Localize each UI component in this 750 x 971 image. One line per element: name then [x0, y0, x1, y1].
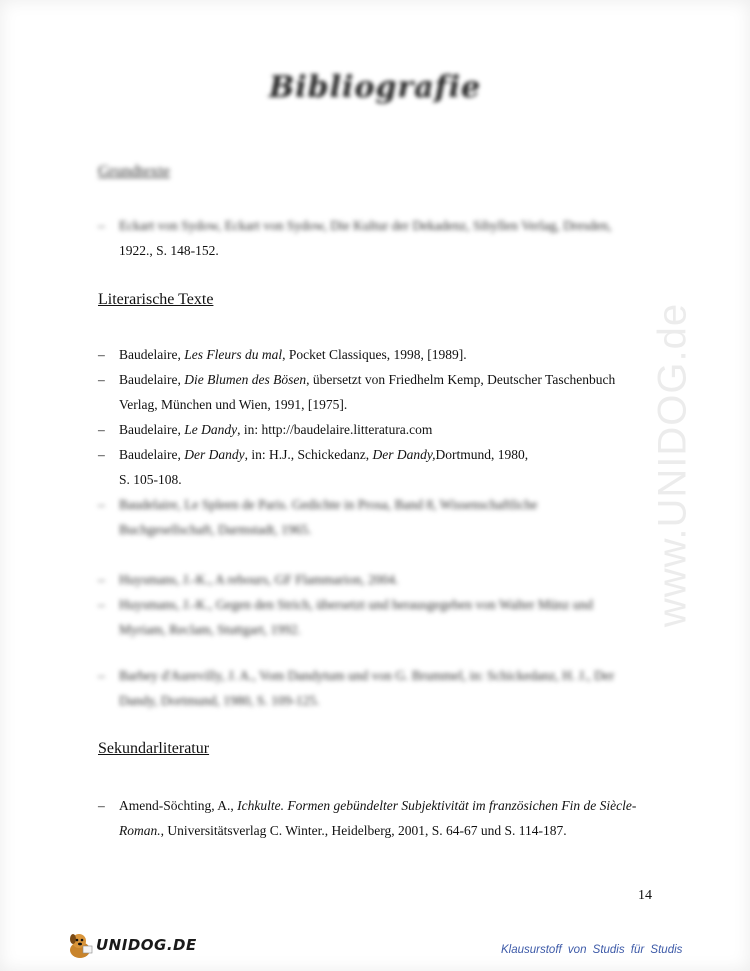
entry-line2: Myriam, Reclam, Stuttgart, 1992. [119, 622, 301, 637]
watermark: www.UNIDOG.de [650, 302, 694, 628]
section-heading-literarische-texte: Literarische Texte [98, 291, 214, 308]
entry-line1: Barbey d'Aurevilly, J. A., Vom Dandytum und von G. Brummel, in: Schickedanz, H. J., Der [119, 668, 615, 683]
list-dash: – [98, 798, 105, 813]
page-number: 14 [638, 888, 652, 903]
entry-work-title-2: Der Dandy, [372, 447, 436, 462]
bib-entry-literarische-7 [98, 592, 658, 642]
dog-mascot-icon [66, 930, 94, 960]
list-dash: – [98, 572, 105, 587]
entry-details-2: Dortmund, 1980, [435, 447, 529, 462]
entry-line2: Buchgesellschaft, Darmstadt, 1965. [119, 522, 312, 537]
entry-details: , Universitätsverlag C. Winter., Heidelberg, 2001, S. 64-67 und S. 114-187. [160, 823, 567, 838]
bib-entry-literarische-5 [98, 492, 658, 542]
bib-entry-sekundar-1 [98, 793, 658, 843]
page-title: Bibliografie [268, 70, 482, 105]
section-heading-sekundarliteratur: Sekundarliteratur [98, 740, 210, 757]
bib-entry-grundtexte-1-cont [98, 238, 658, 263]
bib-entry-literarische-3 [98, 417, 658, 442]
bib-entry-literarische-8 [98, 663, 658, 713]
entry-author: Baudelaire, [119, 447, 185, 462]
entry-work-title: Le Dandy [184, 422, 238, 437]
bib-entry-grundtexte-1 [98, 213, 658, 238]
list-dash: – [98, 597, 105, 612]
entry-details-cont: Verlag, München und Wien, 1991, [1975]. [119, 397, 348, 412]
entry-author: Baudelaire, [119, 372, 185, 387]
bib-entry-literarische-4 [98, 442, 658, 492]
entry-work-title-cont: Roman. [119, 823, 161, 838]
list-dash: – [98, 447, 105, 462]
entry-details: , Pocket Classiques, 1998, [1989]. [282, 347, 467, 362]
entry-line1: Huysmans, J.-K., Gegen den Strich, übersetzt und herausgegeben von Walter Münz und [119, 597, 594, 612]
entry-line2: Dandy, Dortmund, 1980, S. 109-125. [119, 693, 320, 708]
bib-entry-literarische-2 [98, 367, 658, 417]
list-dash: – [98, 422, 105, 437]
bib-entry-literarische-6 [98, 567, 658, 592]
entry-work-title: Die Blumen des Bösen [184, 372, 307, 387]
list-dash: – [98, 347, 105, 362]
entry-author: Baudelaire, [119, 347, 185, 362]
bib-entry-line1: Eckart von Sydow, Eckart von Sydow, Die Kultur der Dekadenz, Sibyllen Verlag, Dresden, [119, 218, 612, 233]
entry-work-title: Der Dandy [184, 447, 245, 462]
entry-line1: Huysmans, J.-K., A rebours, GF Flammarion, 2004. [119, 572, 399, 587]
entry-author: Amend-Söchting, A., [119, 798, 238, 813]
entry-work-title: Les Fleurs du mal [184, 347, 283, 362]
list-dash: – [98, 668, 105, 683]
entry-line1: Baudelaire, Le Spleen de Paris. Gedichte in Prosa, Band 8, Wissenschaftliche [119, 497, 538, 512]
list-dash: – [98, 218, 105, 233]
footer-slogan: Klausurstoff von Studis für Studis [501, 944, 683, 956]
section-heading-grundtexte: Grundtexte [98, 163, 170, 180]
bib-entry-literarische-1 [98, 342, 658, 367]
entry-author: Baudelaire, [119, 422, 185, 437]
entry-details: , in: http://baudelaire.litteratura.com [237, 422, 433, 437]
list-dash: – [98, 497, 105, 512]
entry-details-cont: S. 105-108. [119, 472, 182, 487]
list-dash: – [98, 372, 105, 387]
entry-details: , in: H.J., Schickedanz, [244, 447, 373, 462]
logo-text: UNIDOG.DE [96, 936, 197, 954]
entry-details: , übersetzt von Friedhelm Kemp, Deutscher Taschenbuch [306, 372, 616, 387]
bib-entry-line2: 1922., S. 148-152. [119, 243, 219, 258]
unidog-logo [66, 928, 197, 962]
entry-work-title: Ichkulte. Formen gebündelter Subjektivität im französichen Fin de Siècle- [237, 798, 637, 813]
